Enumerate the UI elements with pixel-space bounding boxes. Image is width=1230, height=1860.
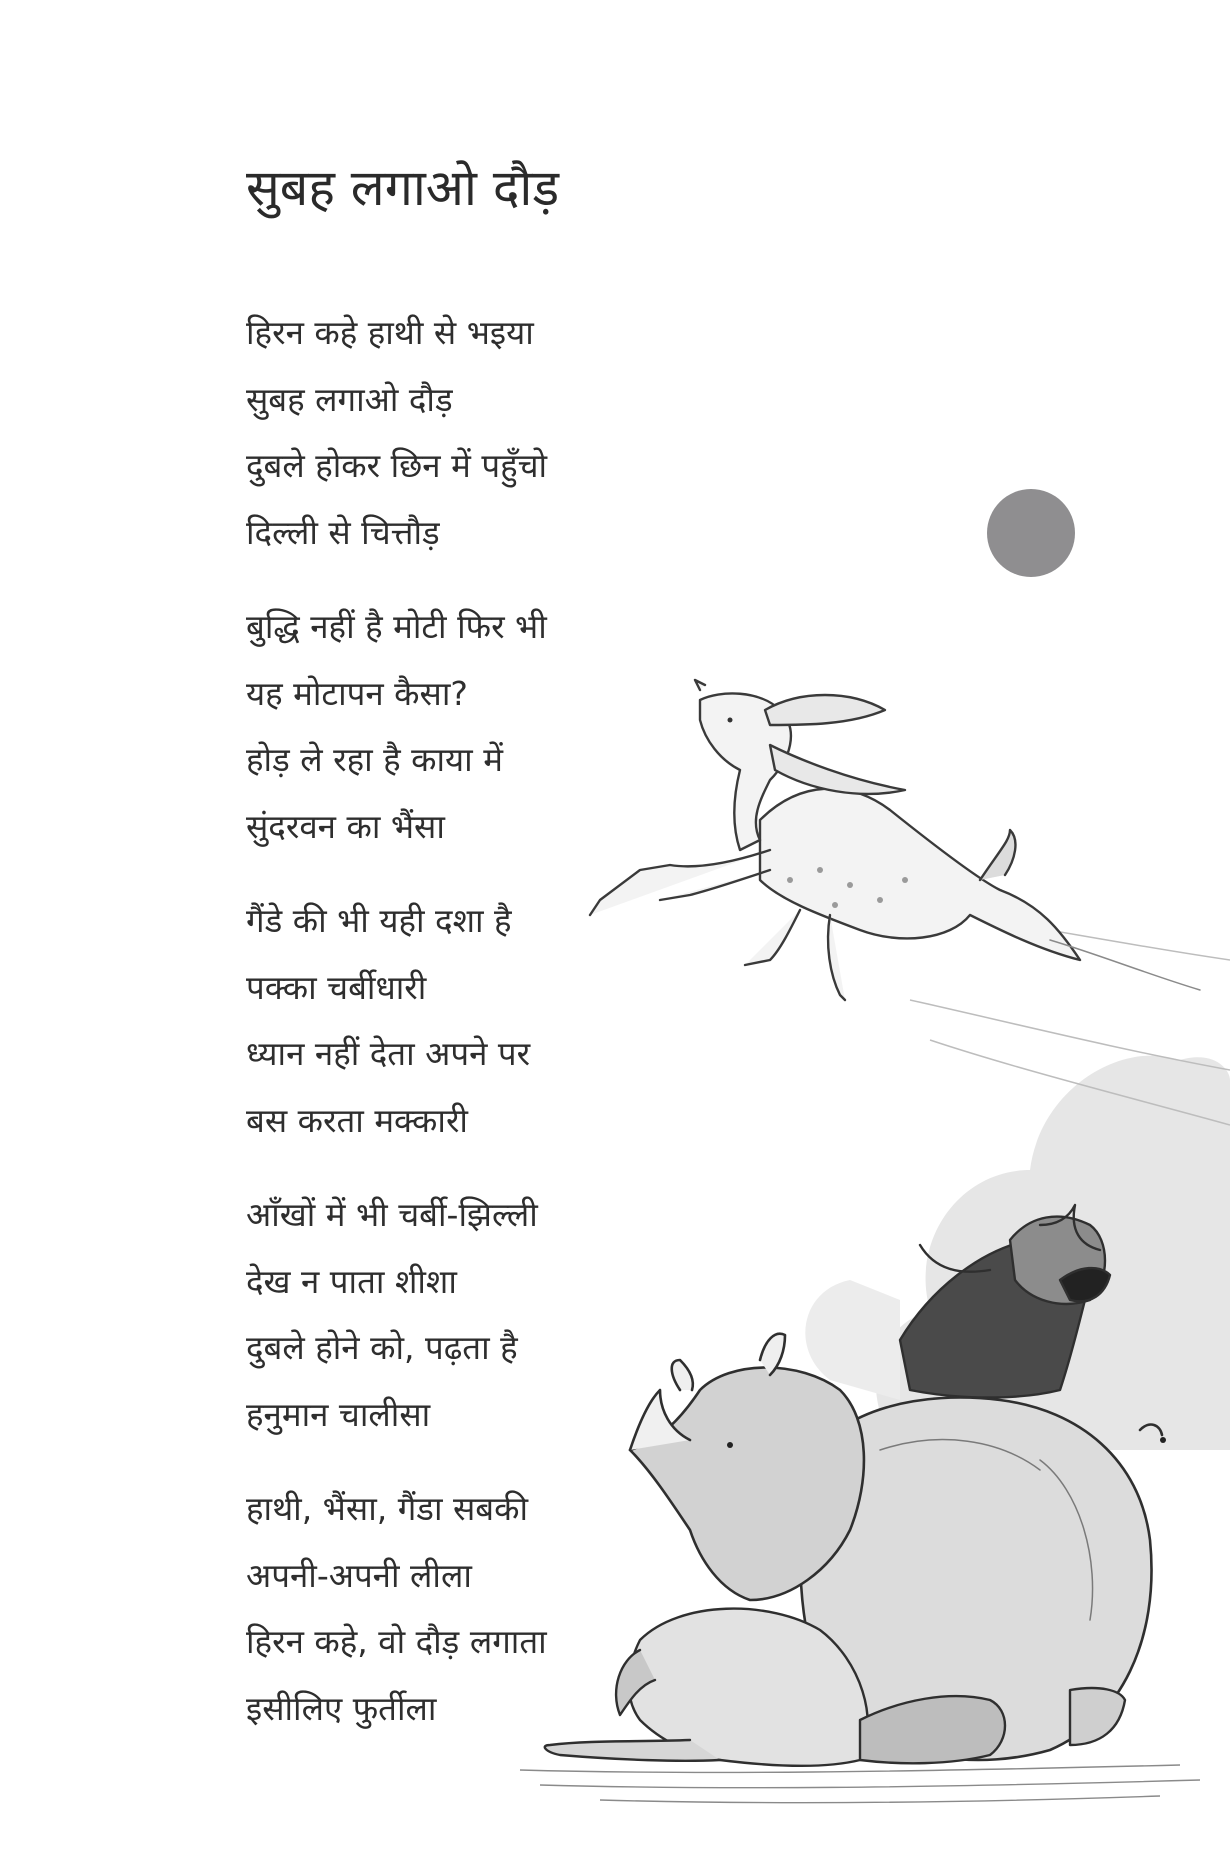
poem-line: अपनी-अपनी लीला xyxy=(246,1555,472,1595)
poem-line: दुबले होने को, पढ़ता है xyxy=(246,1328,518,1367)
poem-line: हिरन कहे हाथी से भइया xyxy=(246,313,534,352)
poem-line: हिरन कहे, वो दौड़ लगाता xyxy=(246,1622,547,1661)
poem-line: दिल्ली से चित्तौड़ xyxy=(246,512,440,552)
poem-title: सुबह लगाओ दौड़ xyxy=(246,159,560,217)
poem-line: बस करता मक्कारी xyxy=(246,1100,468,1140)
buffalo-illustration xyxy=(900,1205,1110,1398)
ground-shading xyxy=(520,1765,1200,1803)
cloud-shape xyxy=(805,1280,900,1400)
stanza-1 xyxy=(246,300,547,566)
poem-line: हाथी, भैंसा, गैंडा सबकी xyxy=(246,1489,529,1528)
poem-line: यह मोटापन कैसा? xyxy=(246,673,468,713)
poem-line: बुद्धि नहीं है मोटी फिर भी xyxy=(246,607,547,646)
elephant-illustration xyxy=(545,1609,1125,1766)
poem-line: ध्यान नहीं देता अपने पर xyxy=(246,1034,531,1073)
poem-body xyxy=(246,300,547,1770)
poem-line: देख न पाता शीशा xyxy=(246,1261,457,1301)
moon-illustration xyxy=(987,489,1075,577)
stanza-5 xyxy=(246,1476,547,1742)
poem-line: इसीलिए फुर्तीला xyxy=(246,1688,437,1728)
cloud-shape xyxy=(876,1056,1230,1450)
stanza-2 xyxy=(246,594,547,860)
stanza-3 xyxy=(246,888,547,1154)
poem-line: होड़ ले रहा है काया में xyxy=(246,740,503,779)
poem-line: सुबह लगाओ दौड़ xyxy=(246,379,453,419)
deer-illustration xyxy=(590,680,1200,1000)
poem-line: सुंदरवन का भैंसा xyxy=(246,806,445,846)
poem-line: गैंडे की भी यही दशा है xyxy=(246,901,512,940)
rhino-illustration xyxy=(630,1334,1166,1760)
poem-line: आँखों में भी चर्बी-झिल्ली xyxy=(246,1195,538,1234)
poem-line: दुबले होकर छिन में पहुँचो xyxy=(246,446,548,485)
poem-line: हनुमान चालीसा xyxy=(246,1394,431,1434)
poem-line: पक्का चर्बीधारी xyxy=(246,967,427,1007)
stanza-4 xyxy=(246,1182,547,1448)
